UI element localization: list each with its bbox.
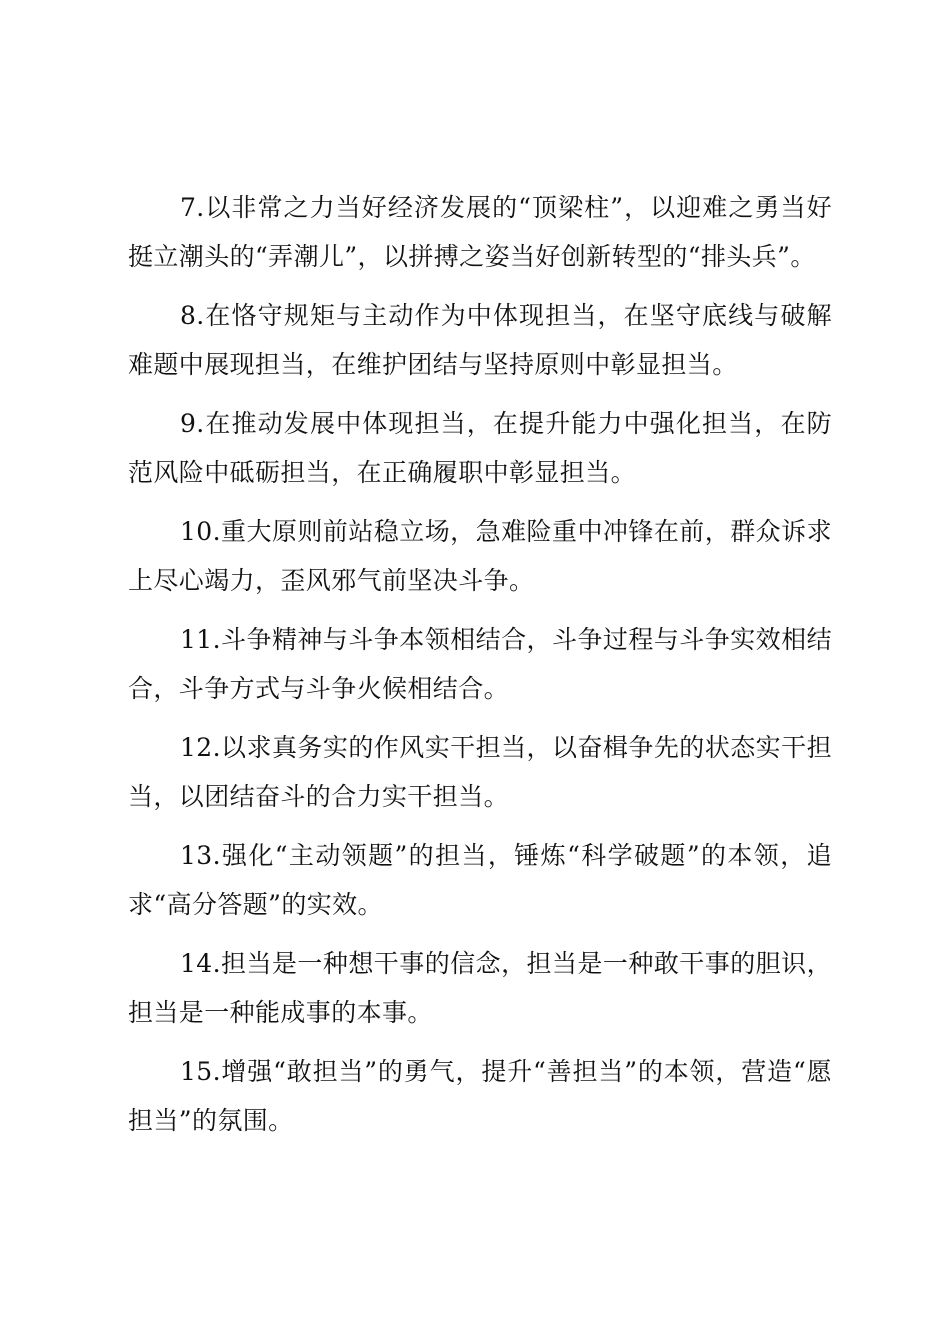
paragraph-13: 13.强化“主动领题”的担当，锤炼“科学破题”的本领，追求“高分答题”的实效。 — [128, 841, 832, 919]
paragraph-14: 14.担当是一种想干事的信念，担当是一种敢干事的胆识，担当是一种能成事的本事。 — [128, 949, 832, 1027]
paragraph-9: 9.在推动发展中体现担当，在提升能力中强化担当，在防范风险中砥砺担当，在正确履职中彰显担当。 — [128, 409, 832, 487]
document-body — [128, 183, 832, 1155]
paragraph-10: 10.重大原则前站稳立场，急难险重中冲锋在前，群众诉求上尽心竭力，歪风邪气前坚决斗争。 — [128, 517, 832, 595]
paragraph-8: 8.在恪守规矩与主动作为中体现担当，在坚守底线与破解难题中展现担当，在维护团结与坚持原则中彰显担当。 — [128, 301, 832, 379]
paragraph-12: 12.以求真务实的作风实干担当，以奋楫争先的状态实干担当，以团结奋斗的合力实干担当。 — [128, 733, 832, 811]
paragraph-7: 7.以非常之力当好经济发展的“顶梁柱”，以迎难之勇当好挺立潮头的“弄潮儿”，以拼搏之姿当好创新转型的“排头兵”。 — [128, 193, 832, 271]
paragraph-15: 15.增强“敢担当”的勇气，提升“善担当”的本领，营造“愿担当”的氛围。 — [128, 1057, 832, 1135]
paragraph-11: 11.斗争精神与斗争本领相结合，斗争过程与斗争实效相结合，斗争方式与斗争火候相结合。 — [128, 625, 832, 703]
